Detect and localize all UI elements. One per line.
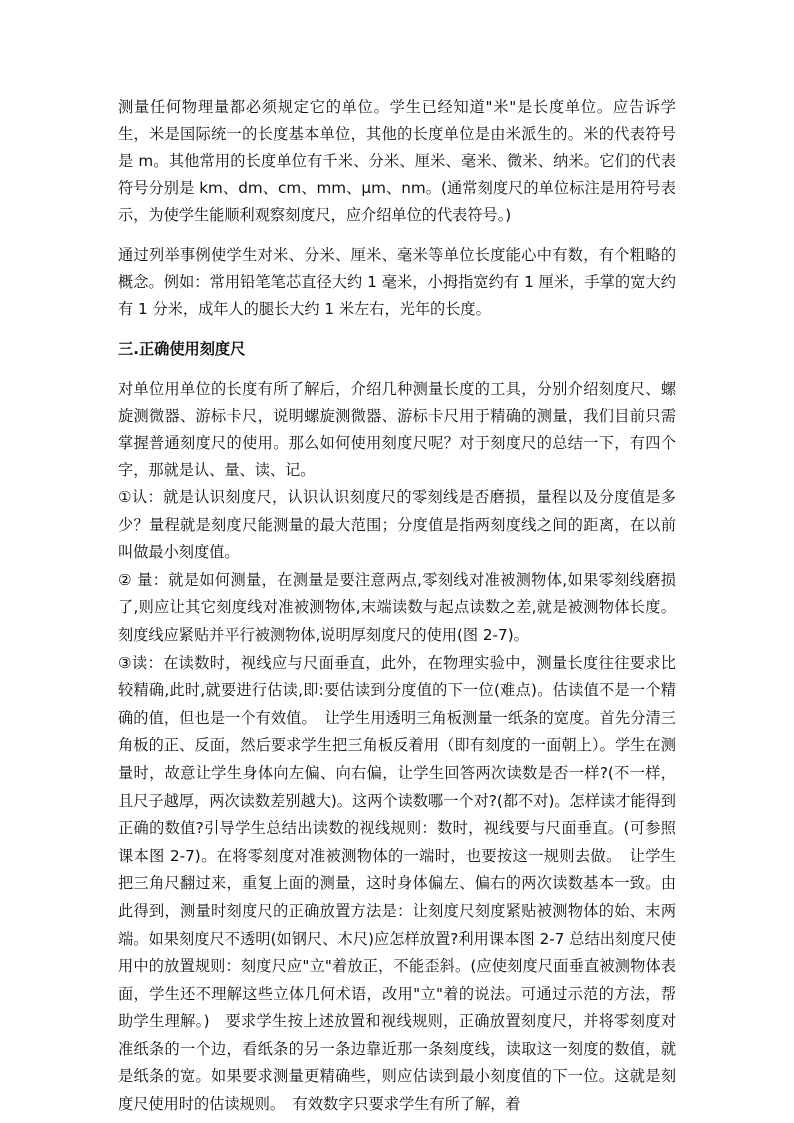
document-page xyxy=(118,94,676,1119)
section-heading: 三.正确使用刻度尺 xyxy=(118,340,246,358)
paragraph-length-examples: 通过列举事例使学生对米、分米、厘米、毫米等单位长度能心中有数，有个粗略的概念。例如：常用铅笔笔芯直径大约 1 毫米，小拇指宽约有 1 厘米，手掌的宽大约有 1 分米，成年人的腿长大约 1 米左右，光年的长度。 xyxy=(118,246,676,318)
paragraph-measuring-tools: 对单位用单位的长度有所了解后，介绍几种测量长度的工具，分别介绍刻度尺、螺旋测微器、游标卡尺，说明螺旋测微器、游标卡尺用于精确的测量，我们目前只需掌握普通刻度尺的使用。那么如何使用刻度尺呢？对于刻度尺的总结一下，有四个字，那就是认、量、读、记。 xyxy=(118,380,676,479)
paragraph-length-units: 测量任何物理量都必须规定它的单位。学生已经知道"米"是长度单位。应告诉学生，米是国际统一的长度基本单位，其他的长度单位是由米派生的。米的代表符号是 m。其他常用的长度单位有千米、分米、厘米、毫米、微米、纳米。它们的代表符号分别是 km、dm、cm、mm、μm、nm。(通常刻度尺的单位标注是用符号表示，为使学生能顺利观察刻度尺，应介绍单位的代表符号。) xyxy=(118,98,676,224)
list-item-measure: ② 量：就是如何测量，在测量是要注意两点,零刻线对准被测物体,如果零刻线磨损了,则应让其它刻度线对准被测物体,末端读数与起点读数之差,就是被测物体长度。刻度线应紧贴并平行被测物体,说明厚刻度尺的使用(图 2-7)。 xyxy=(118,570,676,644)
list-item-recognize: ①认：就是认识刻度尺，认识认识刻度尺的零刻线是否磨损，量程以及分度值是多少？量程就是刻度尺能测量的最大范围；分度值是指两刻度线之间的距离，在以前叫做最小刻度值。 xyxy=(118,488,676,562)
list-item-read: ③读：在读数时，视线应与尺面垂直，此外，在物理实验中，测量长度往往要求比较精确,此时,就要进行估读,即:要估读到分度值的下一位(难点)。估读值不是一个精确的值，但也是一个有效值。 让学生用透明三角板测量一纸条的宽度。首先分清三角板的正、反面，然后要求学生把三角板反着用（即有刻度的一面朝上）。学生在测量时，故意让学生身体向左偏、向右偏，让学生回答两次读数是否一样?(不一样，且尺子越厚，两次读数差别越大)。这两个读数哪一个对?(都不对)。怎样读才能得到正确的数值?引导学生总结出读数的视线规则：数时，视线要与尺面垂直。(可参照课本图 2-7)。在将零刻度对准被测物体的一端时，也要按这一规则去做。 让学生把三角尺翻过来，重复上面的测量，这时身体偏左、偏右的两次读数基本一致。由此得到，测量时刻度尺的正确放置方法是：让刻度尺刻度紧贴被测物体的始、末两端。如果刻度尺不透明(如钢尺、木尺)应怎样放置?利用课本图 2-7 总结出刻度尺使用中的放置规则：刻度尺应"立"着放正，不能歪斜。(应使刻度尺面垂直被测物体表面，学生还不理解这些立体几何术语，改用"立"着的说法。可通过示范的方法，帮助学生理解。) 要求学生按上述放置和视线规则，正确放置刻度尺，并将零刻度对准纸条的一个边，看纸条的另一条边靠近那一条刻度线，读取这一刻度的数值，就是纸条的宽。如果要求测量更精确些，则应估读到最小刻度值的下一位。这就是刻度尺使用时的估读规则。 有效数字只要求学生有所了解，着 xyxy=(118,653,676,1114)
